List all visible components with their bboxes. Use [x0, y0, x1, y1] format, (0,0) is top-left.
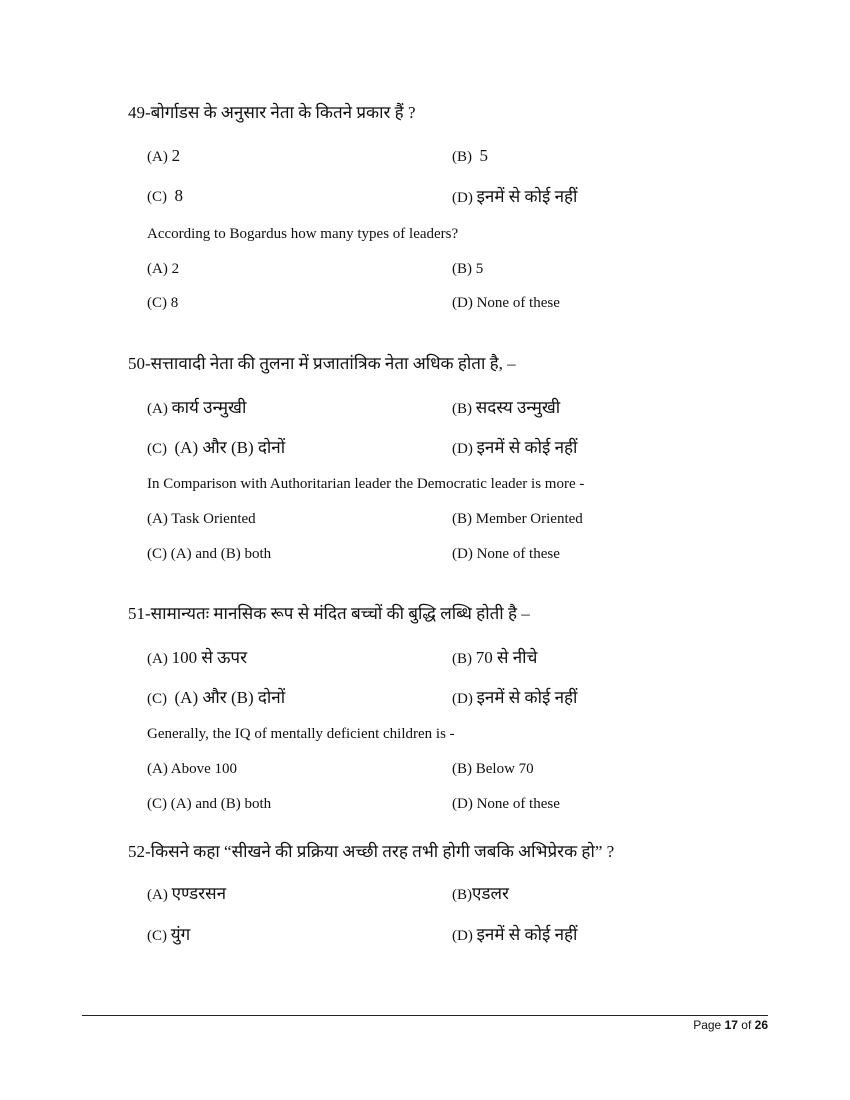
- option-d-english: (D) None of these: [452, 796, 560, 812]
- question-text-hindi: सत्तावादी नेता की तुलना में प्रजातांत्रिक नेता अधिक होता है, –: [150, 354, 516, 373]
- question-number: 49-: [128, 103, 151, 122]
- option-b-english: (B) Member Oriented: [452, 511, 583, 527]
- question-text-hindi: बोर्गाडस के अनुसार नेता के कितने प्रकार हैं ?: [150, 103, 416, 122]
- question-text-english: According to Bogardus how many types of leaders?: [147, 226, 459, 242]
- current-page: 17: [724, 1018, 738, 1032]
- of-word: of: [741, 1018, 752, 1032]
- question-number: 50-: [128, 354, 151, 373]
- question-text-hindi: सामान्यतः मानसिक रूप से मंदित बच्चों की बुद्धि लब्धि होती है –: [150, 604, 530, 623]
- option-d-hindi: (D) इनमें से कोई नहीं: [452, 187, 578, 206]
- option-a-hindi: (A) 100 से ऊपर: [147, 648, 248, 667]
- option-c-hindi: (C) युंग: [147, 925, 191, 944]
- option-d-hindi: (D) इनमें से कोई नहीं: [452, 438, 578, 457]
- option-b-hindi: (B)एडलर: [452, 884, 509, 903]
- question-number: 51-: [128, 604, 151, 623]
- option-a-hindi: (A) कार्य उन्मुखी: [147, 398, 247, 417]
- page-word: Page: [693, 1018, 722, 1032]
- option-a-hindi: (A) 2: [147, 146, 181, 165]
- option-b-hindi: (B) 70 से नीचे: [452, 648, 538, 667]
- footer-divider: [82, 1015, 768, 1016]
- option-a-hindi: (A) एण्डरसन: [147, 884, 227, 903]
- option-b-hindi: (B) सदस्य उन्मुखी: [452, 398, 561, 417]
- page-footer: [693, 1018, 768, 1032]
- option-d-hindi: (D) इनमें से कोई नहीं: [452, 925, 578, 944]
- question-51-hindi: [128, 601, 530, 624]
- option-b-english: (B) 5: [452, 261, 484, 277]
- option-c-english: (C) (A) and (B) both: [147, 546, 272, 562]
- option-c-hindi: (C) (A) और (B) दोनों: [147, 688, 286, 707]
- option-c-english: (C) 8: [147, 295, 179, 311]
- question-52-hindi: [128, 839, 614, 862]
- question-number: 52-: [128, 842, 151, 861]
- question-text-hindi: किसने कहा “सीखने की प्रक्रिया अच्छी तरह तभी होगी जबकि अभिप्रेरक हो” ?: [150, 842, 615, 861]
- option-c-hindi: (C) (A) और (B) दोनों: [147, 438, 286, 457]
- option-d-english: (D) None of these: [452, 546, 560, 562]
- question-50-hindi: [128, 351, 516, 374]
- option-b-english: (B) Below 70: [452, 761, 534, 777]
- option-c-hindi: (C) 8: [147, 186, 183, 205]
- total-pages: 26: [754, 1018, 768, 1032]
- option-a-english: (A) Task Oriented: [147, 511, 256, 527]
- question-49-hindi: [128, 100, 416, 123]
- question-text-english: In Comparison with Authoritarian leader the Democratic leader is more -: [147, 476, 585, 492]
- option-c-english: (C) (A) and (B) both: [147, 796, 272, 812]
- option-d-english: (D) None of these: [452, 295, 560, 311]
- question-text-english: Generally, the IQ of mentally deficient children is -: [147, 726, 455, 742]
- option-a-english: (A) Above 100: [147, 761, 237, 777]
- option-b-hindi: (B) 5: [452, 146, 488, 165]
- option-a-english: (A) 2: [147, 261, 180, 277]
- option-d-hindi: (D) इनमें से कोई नहीं: [452, 688, 578, 707]
